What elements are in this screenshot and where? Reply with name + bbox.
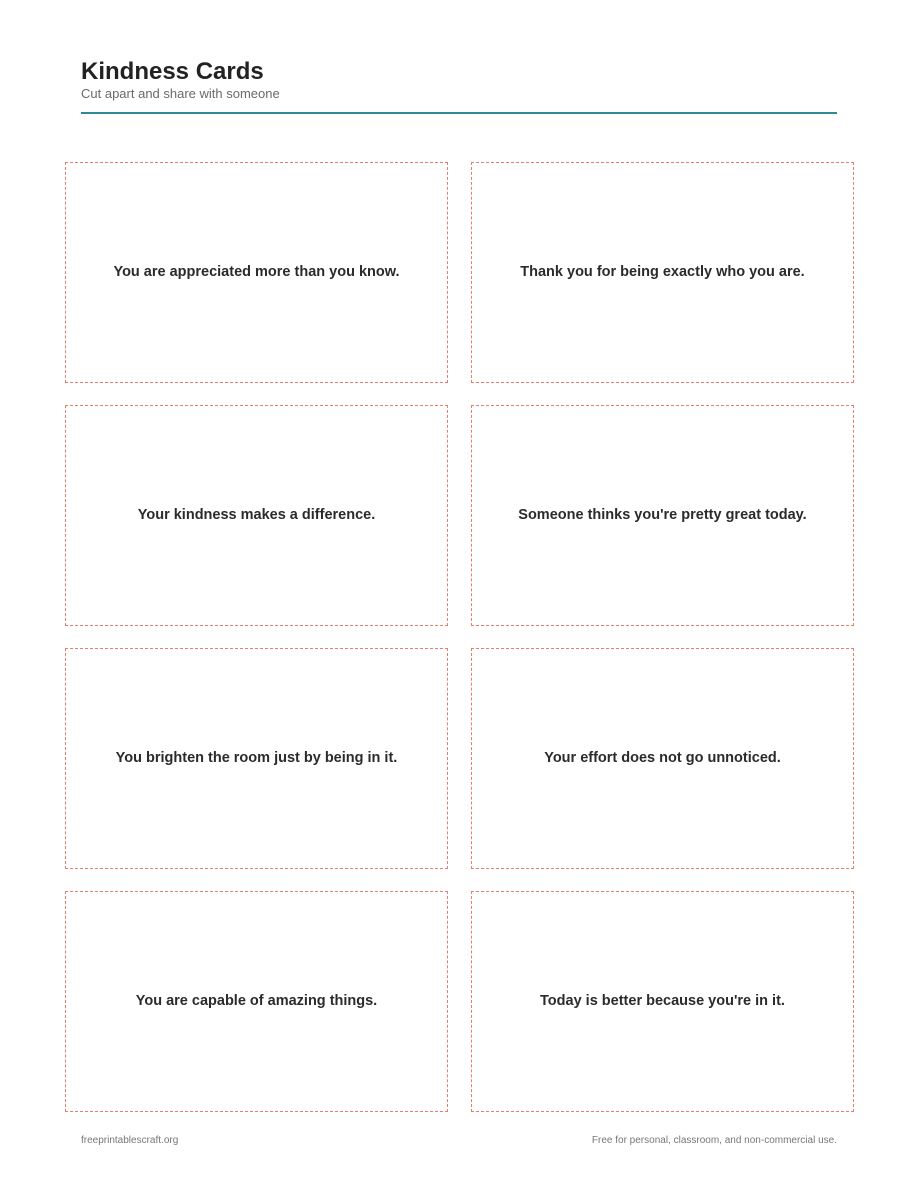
kindness-card: [471, 405, 854, 626]
kindness-card: [65, 162, 448, 383]
card-message: Someone thinks you're pretty great today.: [518, 507, 807, 523]
kindness-card: [65, 405, 448, 626]
card-message: Your effort does not go unnoticed.: [544, 750, 781, 766]
footer-license: Free for personal, classroom, and non-commercial use.: [591, 1135, 837, 1146]
kindness-card: [471, 648, 854, 869]
kindness-card: [65, 891, 448, 1112]
page-subtitle: Cut apart and share with someone: [81, 86, 280, 101]
card-message: You brighten the room just by being in it.: [115, 750, 398, 766]
card-message: Thank you for being exactly who you are.: [520, 264, 805, 280]
card-message: Today is better because you're in it.: [540, 993, 785, 1009]
card-message: You are appreciated more than you know.: [113, 264, 400, 280]
kindness-card: [471, 162, 854, 383]
kindness-card: [471, 891, 854, 1112]
card-grid: [65, 162, 854, 1112]
kindness-card: [65, 648, 448, 869]
card-message: You are capable of amazing things.: [135, 993, 378, 1009]
footer-site: freeprintablescraft.org: [81, 1135, 179, 1146]
page-title: Kindness Cards: [81, 58, 264, 85]
card-message: Your kindness makes a difference.: [137, 507, 376, 523]
page-header: [81, 58, 837, 114]
